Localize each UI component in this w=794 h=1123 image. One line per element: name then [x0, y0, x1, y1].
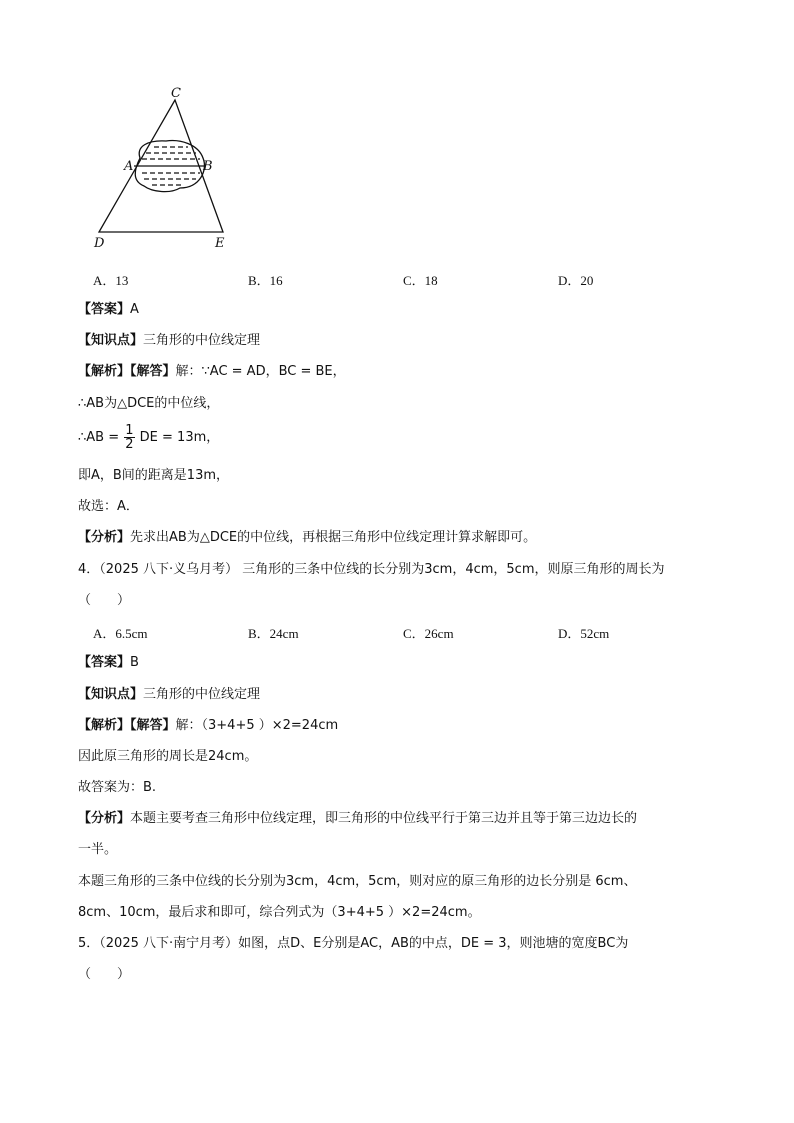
- fraction-half: [124, 424, 134, 451]
- knowledge-text: 三角形的中位线定理: [143, 687, 261, 702]
- q5-paren: （ ）: [78, 967, 131, 982]
- formula-rhs: DE = 13m，: [139, 430, 220, 445]
- q4-solution-line-1: [78, 717, 338, 735]
- formula-lhs: ∴AB =: [78, 430, 120, 445]
- label-e: E: [215, 236, 225, 251]
- q4-analysis-line-2: 一半。: [78, 842, 118, 857]
- analysis-tag: 【解析】【解答】: [78, 718, 176, 733]
- knowledge-tag: 【知识点】: [78, 333, 144, 348]
- answer-value: B: [130, 655, 139, 670]
- q4-analysis-line-1: [78, 810, 637, 828]
- answer-tag: 【答案】: [78, 302, 131, 317]
- label-b: B: [203, 159, 213, 174]
- q4-paren: （ ）: [78, 593, 131, 608]
- q3-option-b: B．16: [248, 273, 283, 288]
- q3-option-a: A．13: [93, 273, 129, 288]
- answer-tag: 【答案】: [78, 655, 131, 670]
- q3-analysis-line: [78, 529, 536, 547]
- q3-knowledge-line: [78, 332, 260, 350]
- fenxi-tag: 【分析】: [78, 530, 131, 545]
- label-c: C: [171, 86, 181, 101]
- label-a: A: [124, 159, 134, 174]
- q3-option-c: C．18: [403, 273, 438, 288]
- q4-stem: 4．（2025 八下·义乌月考） 三角形的三条中位线的长分别为3cm，4cm，5cm，则原三角形的周长为: [78, 562, 665, 577]
- q3-solution-line-2: ∴AB为△DCE的中位线，: [78, 396, 220, 411]
- q3-option-d: D．20: [558, 273, 594, 288]
- triangle-pond-figure: [88, 84, 248, 254]
- q4-option-b: B．24cm: [248, 626, 299, 641]
- knowledge-tag: 【知识点】: [78, 687, 144, 702]
- q4-answer-line: [78, 654, 139, 672]
- q3-solution-line-5: 故选：A．: [78, 499, 139, 514]
- q4-option-c: C．26cm: [403, 626, 454, 641]
- fraction-denominator: 2: [125, 437, 134, 452]
- fenxi-text: 本题主要考查三角形中位线定理，即三角形的中位线平行于第三边并且等于第三边边长的: [130, 811, 638, 826]
- fraction-numerator: 1: [125, 423, 134, 438]
- q4-option-a: A．6.5cm: [93, 626, 148, 641]
- answer-value: A: [130, 302, 139, 317]
- q4-analysis-line-3: 本题三角形的三条中位线的长分别为3cm，4cm，5cm，则对应的原三角形的边长分别是 6cm、: [78, 874, 637, 889]
- fenxi-tag: 【分析】: [78, 811, 131, 826]
- q3-solution-line-3: [78, 424, 219, 451]
- solution-text: 解：（3+4+5 ）×2=24cm: [175, 718, 339, 733]
- q3-answer-line: [78, 301, 139, 319]
- q4-analysis-line-4: 8cm、10cm，最后求和即可，综合列式为（3+4+5 ）×2=24cm。: [78, 905, 481, 920]
- label-d: D: [94, 236, 105, 251]
- analysis-tag: 【解析】【解答】: [78, 364, 176, 379]
- knowledge-text: 三角形的中位线定理: [143, 333, 261, 348]
- q3-solution-line-4: 即A，B间的距离是13m，: [78, 468, 230, 483]
- solution-text: 解：∵AC = AD，BC = BE，: [175, 364, 346, 379]
- q4-solution-line-2: 因此原三角形的周长是24cm。: [78, 749, 258, 764]
- q4-option-d: D．52cm: [558, 626, 610, 641]
- fenxi-text: 先求出AB为△DCE的中位线，再根据三角形中位线定理计算求解即可。: [130, 530, 537, 545]
- q5-stem: 5．（2025 八下·南宁月考）如图，点D、E分别是AC，AB的中点，DE = 3，则池塘的宽度BC为: [78, 936, 629, 951]
- q4-knowledge-line: [78, 686, 260, 704]
- q4-solution-line-3: 故答案为：B.: [78, 780, 157, 795]
- q3-solution-line-1: [78, 363, 346, 381]
